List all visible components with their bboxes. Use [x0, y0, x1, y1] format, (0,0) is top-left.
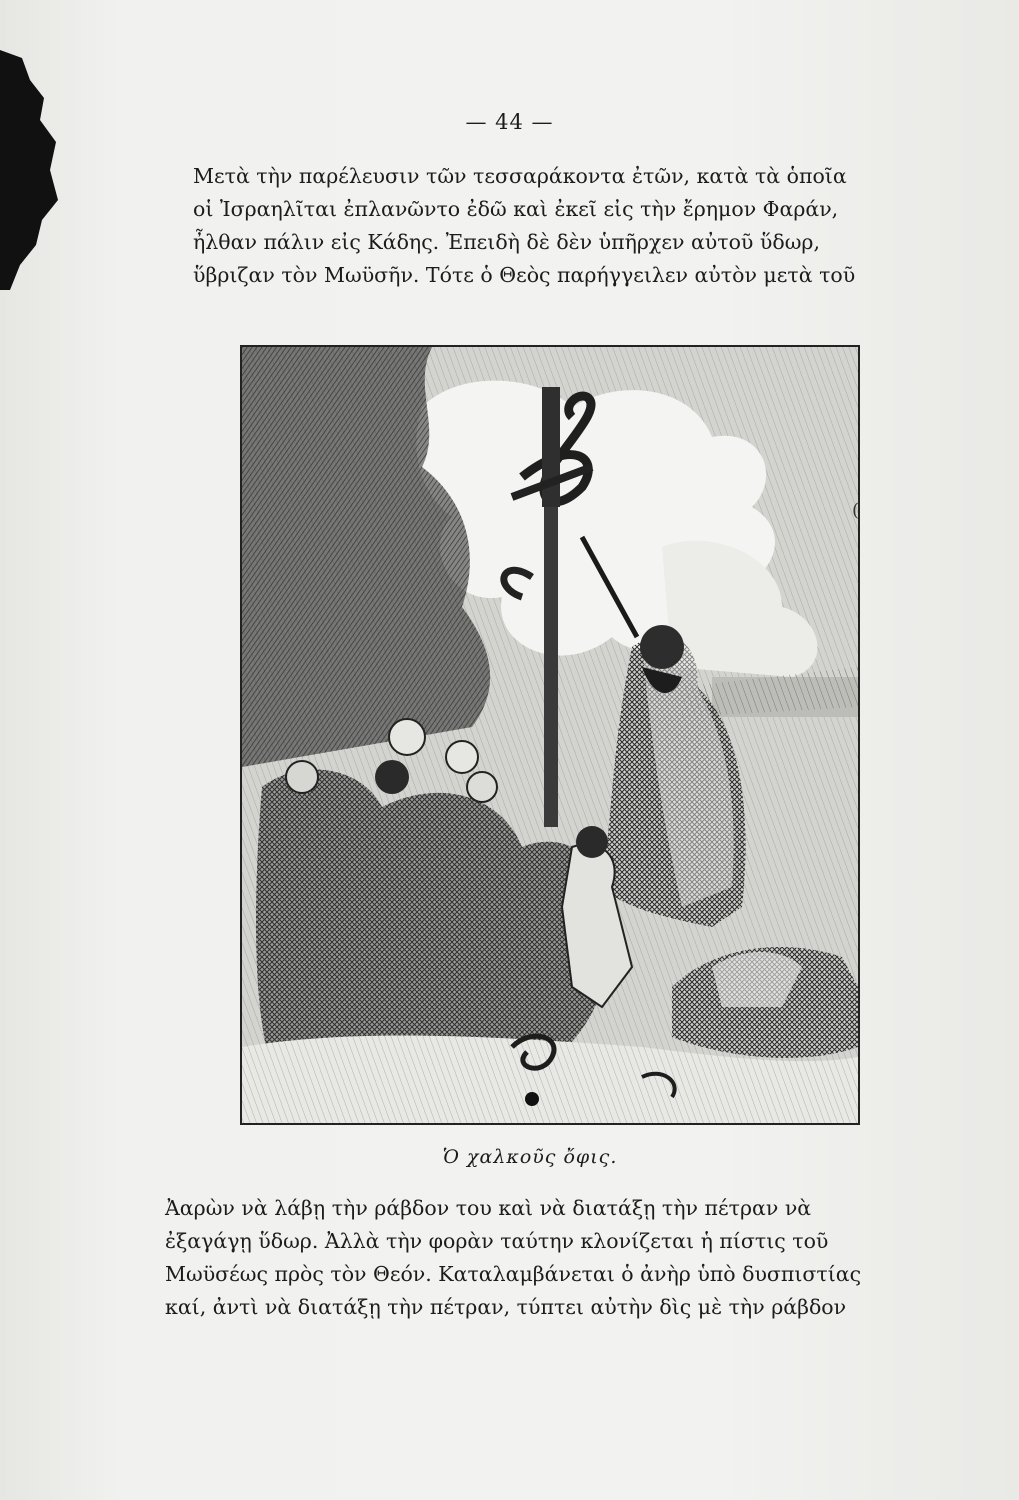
margin-mark: (: [852, 500, 860, 521]
page-number: — 44 —: [465, 110, 554, 134]
text-line: ὕβριζαν τὸν Μωϋσῆν. Τότε ὁ Θεὸς παρήγγειλεν αὐτὸν μετὰ τοῦ: [193, 263, 856, 287]
illustration-caption: Ὁ χαλκοῦς ὄφις.: [442, 1146, 618, 1168]
text-line: Μετὰ τὴν παρέλευσιν τῶν τεσσαράκοντα ἐτῶν, κατὰ τὰ ὁποῖα: [193, 164, 847, 188]
text-line: Μωϋσέως πρὸς τὸν Θεόν. Καταλαμβάνεται ὁ ἀνὴρ ὑπὸ δυσπιστίας: [165, 1262, 862, 1286]
paragraph-top: [193, 160, 919, 292]
text-line: Ἀαρὼν νὰ λάβῃ τὴν ράβδον του καὶ νὰ διατάξῃ τὴν πέτραν νὰ: [165, 1196, 812, 1220]
engraving-art: [242, 347, 858, 1123]
engraving-illustration: [240, 345, 860, 1125]
text-line: οἱ Ἰσραηλῖται ἐπλανῶντο ἐδῶ καὶ ἐκεῖ εἰς τὴν ἔρημον Φαράν,: [193, 197, 839, 221]
torn-paper-edge: [0, 50, 60, 290]
paragraph-bottom: [165, 1192, 895, 1324]
text-line: ἐξαγάγῃ ὕδωρ. Ἀλλὰ τὴν φορὰν ταύτην κλονίζεται ἡ πίστις τοῦ: [165, 1229, 829, 1253]
text-line: ἦλθαν πάλιν εἰς Κάδης. Ἐπειδὴ δὲ δὲν ὑπῆρχεν αὐτοῦ ὕδωρ,: [193, 230, 821, 254]
text-line: καί, ἀντὶ νὰ διατάξῃ τὴν πέτραν, τύπτει αὐτὴν δὶς μὲ τὴν ράβδον: [165, 1295, 847, 1319]
